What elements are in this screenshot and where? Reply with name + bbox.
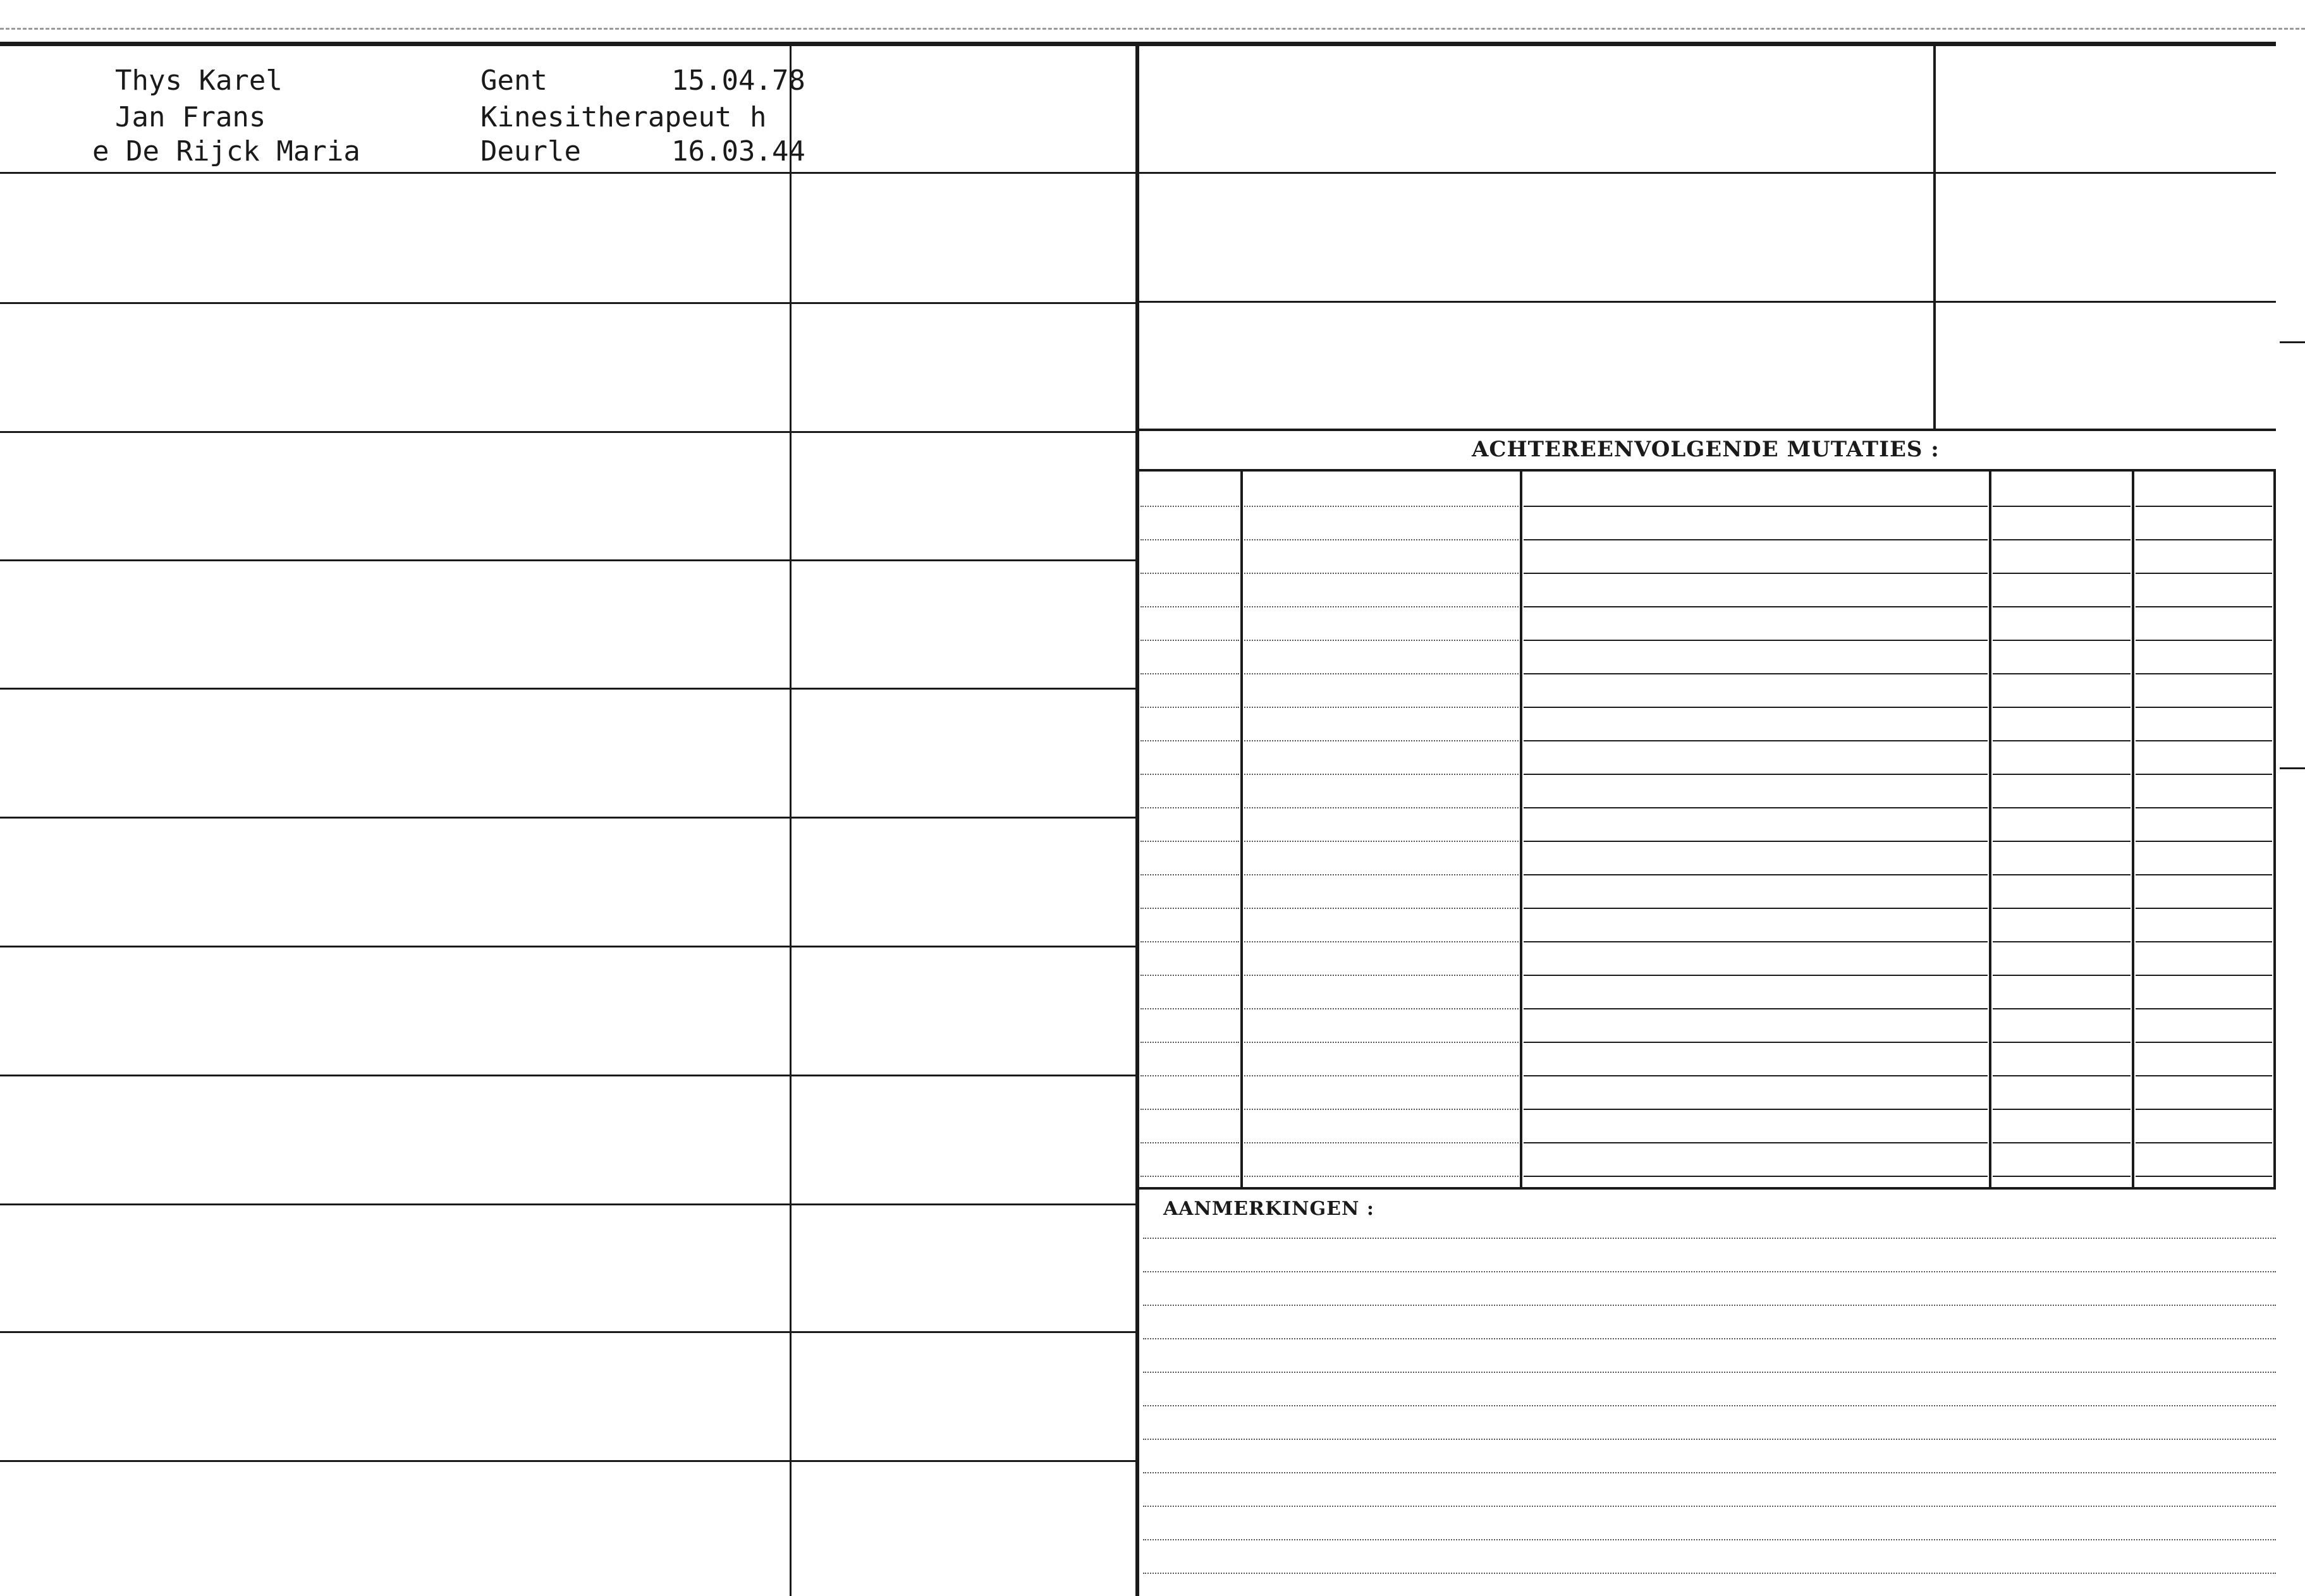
mutaties-ruling bbox=[1993, 1075, 2131, 1076]
mutaties-ruling bbox=[1993, 774, 2131, 775]
remark-line bbox=[1143, 1405, 2276, 1406]
mutaties-col-divider bbox=[1520, 469, 1522, 1190]
mutaties-ruling bbox=[1244, 941, 1519, 942]
left-column-divider bbox=[790, 44, 792, 1596]
remark-line bbox=[1143, 1271, 2276, 1272]
mutaties-ruling bbox=[1140, 1075, 1239, 1076]
mutaties-ruling bbox=[1524, 1042, 1988, 1043]
mutaties-ruling bbox=[1993, 1142, 2131, 1143]
mutaties-ruling bbox=[1244, 1176, 1519, 1177]
mutaties-ruling bbox=[1140, 774, 1239, 775]
mutaties-col-divider bbox=[2132, 469, 2134, 1190]
mutaties-ruling bbox=[1140, 539, 1239, 540]
right-row-line bbox=[1138, 301, 2276, 303]
mutaties-ruling bbox=[2136, 640, 2272, 641]
mutaties-ruling bbox=[1244, 1042, 1519, 1043]
mutaties-ruling bbox=[2136, 1042, 2272, 1043]
mutaties-ruling bbox=[2136, 573, 2272, 574]
mutaties-ruling bbox=[2136, 1176, 2272, 1177]
mutaties-ruling bbox=[1244, 874, 1519, 875]
top-dashed-border bbox=[0, 28, 2305, 30]
mutaties-ruling bbox=[1524, 941, 1988, 942]
mutaties-ruling bbox=[1993, 841, 2131, 842]
row-line bbox=[0, 946, 1135, 947]
mutaties-ruling bbox=[1244, 1075, 1519, 1076]
mutaties-ruling bbox=[1524, 1176, 1988, 1177]
mutaties-ruling bbox=[1524, 1075, 1988, 1076]
remark-line bbox=[1143, 1372, 2276, 1373]
mutaties-ruling bbox=[1140, 673, 1239, 674]
entry-place: Deurle bbox=[480, 135, 581, 168]
mutaties-ruling bbox=[1244, 1008, 1519, 1009]
mutaties-ruling bbox=[1993, 1176, 2131, 1177]
mutaties-ruling bbox=[1140, 740, 1239, 741]
mutaties-ruling bbox=[1140, 606, 1239, 607]
mutaties-ruling bbox=[2136, 874, 2272, 875]
mutaties-ruling bbox=[1140, 841, 1239, 842]
mutaties-ruling bbox=[2136, 841, 2272, 842]
mutaties-ruling bbox=[1140, 1109, 1239, 1110]
mutaties-ruling bbox=[1140, 707, 1239, 708]
mutaties-ruling bbox=[1524, 874, 1988, 875]
mutaties-ruling bbox=[1524, 740, 1988, 741]
mutaties-ruling bbox=[1993, 539, 2131, 540]
row-line bbox=[0, 559, 1135, 561]
mutaties-ruling bbox=[2136, 707, 2272, 708]
mutaties-ruling bbox=[2136, 606, 2272, 607]
mutaties-ruling bbox=[1993, 673, 2131, 674]
mutaties-ruling bbox=[2136, 506, 2272, 507]
remark-line bbox=[1143, 1439, 2276, 1440]
remark-line bbox=[1143, 1338, 2276, 1339]
mutaties-ruling bbox=[1524, 774, 1988, 775]
aanmerkingen-heading: AANMERKINGEN : bbox=[1163, 1198, 1374, 1220]
mutaties-ruling bbox=[1244, 640, 1519, 641]
remark-line bbox=[1143, 1305, 2276, 1306]
mutaties-ruling bbox=[1244, 1142, 1519, 1143]
mutaties-top-rule bbox=[1138, 469, 2276, 472]
mutaties-ruling bbox=[1993, 975, 2131, 976]
mutaties-ruling bbox=[1244, 908, 1519, 909]
mutaties-ruling bbox=[1993, 740, 2131, 741]
mutaties-ruling bbox=[2136, 1142, 2272, 1143]
remark-line bbox=[1143, 1573, 2276, 1574]
mutaties-ruling bbox=[1244, 707, 1519, 708]
entry-date: 15.04.78 bbox=[671, 64, 805, 97]
mutaties-ruling bbox=[1244, 807, 1519, 808]
mutaties-ruling bbox=[2136, 1109, 2272, 1110]
remark-line bbox=[1143, 1472, 2276, 1473]
center-divider bbox=[1135, 44, 1139, 1596]
mutaties-ruling bbox=[1140, 941, 1239, 942]
entry-date: 16.03.44 bbox=[671, 135, 805, 168]
right-row-line bbox=[1138, 429, 2276, 431]
mutaties-ruling bbox=[1993, 941, 2131, 942]
mutaties-ruling bbox=[1993, 807, 2131, 808]
entry-name: e De Rijck Maria bbox=[92, 135, 360, 168]
mutaties-ruling bbox=[1524, 1109, 1988, 1110]
mutaties-ruling bbox=[1524, 841, 1988, 842]
mutaties-ruling bbox=[2136, 774, 2272, 775]
mutaties-ruling bbox=[1993, 1008, 2131, 1009]
row-line bbox=[0, 1460, 1135, 1462]
mutaties-ruling bbox=[1244, 841, 1519, 842]
mutaties-ruling bbox=[2136, 1075, 2272, 1076]
right-row-line bbox=[1138, 172, 2276, 174]
row-line bbox=[0, 688, 1135, 690]
mutaties-ruling bbox=[1140, 908, 1239, 909]
mutaties-ruling bbox=[1524, 908, 1988, 909]
remark-line bbox=[1143, 1238, 2276, 1239]
row-line bbox=[0, 1075, 1135, 1076]
mutaties-ruling bbox=[1244, 606, 1519, 607]
mutaties-ruling bbox=[1140, 975, 1239, 976]
row-line bbox=[0, 1331, 1135, 1333]
mutaties-ruling bbox=[2136, 673, 2272, 674]
mutaties-ruling bbox=[1524, 1008, 1988, 1009]
mutaties-ruling bbox=[1244, 506, 1519, 507]
mutaties-ruling bbox=[1244, 975, 1519, 976]
mutaties-ruling bbox=[1993, 506, 2131, 507]
mutaties-ruling bbox=[1140, 1176, 1239, 1177]
mutaties-ruling bbox=[2136, 539, 2272, 540]
entry-name: Thys Karel bbox=[115, 64, 283, 97]
mutaties-ruling bbox=[2136, 908, 2272, 909]
mutaties-ruling bbox=[1140, 506, 1239, 507]
mutaties-ruling bbox=[1524, 673, 1988, 674]
mutaties-bottom-rule bbox=[1138, 1187, 2276, 1190]
mutaties-ruling bbox=[2136, 1008, 2272, 1009]
mutaties-ruling bbox=[1524, 1142, 1988, 1143]
mutaties-ruling bbox=[1524, 606, 1988, 607]
mutaties-right-edge bbox=[2273, 469, 2276, 1190]
mutaties-ruling bbox=[1524, 640, 1988, 641]
mutaties-ruling bbox=[1993, 707, 2131, 708]
mutaties-ruling bbox=[1140, 807, 1239, 808]
mutaties-ruling bbox=[1244, 740, 1519, 741]
mutaties-ruling bbox=[1993, 1109, 2131, 1110]
mutaties-ruling bbox=[1524, 539, 1988, 540]
mutaties-ruling bbox=[1524, 506, 1988, 507]
mutaties-ruling bbox=[1993, 908, 2131, 909]
mutaties-ruling bbox=[1244, 774, 1519, 775]
mutaties-ruling bbox=[1140, 573, 1239, 574]
row-line bbox=[0, 1203, 1135, 1205]
mutaties-ruling bbox=[2136, 941, 2272, 942]
mutaties-ruling bbox=[1993, 640, 2131, 641]
mutaties-heading: ACHTEREENVOLGENDE MUTATIES : bbox=[1472, 437, 1940, 462]
margin-tick bbox=[2280, 341, 2305, 343]
entry-mark: h bbox=[750, 101, 767, 133]
row-line bbox=[0, 302, 1135, 304]
margin-tick bbox=[2280, 767, 2305, 769]
mutaties-ruling bbox=[1140, 874, 1239, 875]
mutaties-ruling bbox=[1524, 975, 1988, 976]
mutaties-col-divider bbox=[1989, 469, 1991, 1190]
remark-line bbox=[1143, 1506, 2276, 1507]
row-line bbox=[0, 431, 1135, 433]
mutaties-ruling bbox=[1524, 707, 1988, 708]
mutaties-ruling bbox=[1993, 573, 2131, 574]
mutaties-ruling bbox=[1244, 1109, 1519, 1110]
mutaties-ruling bbox=[2136, 807, 2272, 808]
mutaties-ruling bbox=[1524, 807, 1988, 808]
mutaties-ruling bbox=[2136, 740, 2272, 741]
right-top-divider bbox=[1933, 44, 1936, 429]
mutaties-ruling bbox=[2136, 975, 2272, 976]
mutaties-ruling bbox=[1140, 1142, 1239, 1143]
mutaties-ruling bbox=[1140, 640, 1239, 641]
mutaties-ruling bbox=[1993, 606, 2131, 607]
mutaties-ruling bbox=[1993, 874, 2131, 875]
entry-name: Jan Frans bbox=[115, 101, 266, 133]
mutaties-ruling bbox=[1244, 573, 1519, 574]
entry-place: Gent bbox=[480, 64, 547, 97]
mutaties-ruling bbox=[1140, 1008, 1239, 1009]
mutaties-ruling bbox=[1993, 1042, 2131, 1043]
row-line bbox=[0, 817, 1135, 819]
mutaties-col-divider bbox=[1240, 469, 1243, 1190]
remark-line bbox=[1143, 1539, 2276, 1540]
mutaties-ruling bbox=[1244, 539, 1519, 540]
mutaties-ruling bbox=[1244, 673, 1519, 674]
mutaties-ruling bbox=[1524, 573, 1988, 574]
mutaties-ruling bbox=[1140, 1042, 1239, 1043]
row-line bbox=[0, 172, 1135, 174]
entry-profession: Kinesitherapeut bbox=[480, 101, 732, 133]
